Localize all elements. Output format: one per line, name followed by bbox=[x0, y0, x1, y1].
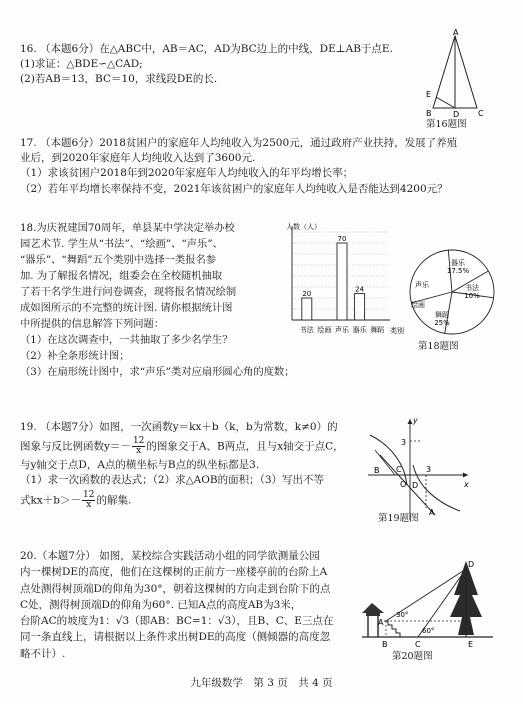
q19-line-3: 与y轴交于点D，A点的横坐标与B点的纵坐标都是3. bbox=[20, 459, 260, 472]
svg-text:A: A bbox=[429, 508, 435, 517]
svg-text:x: x bbox=[464, 480, 469, 489]
q20-line-4: C处，测得树顶端D的仰角为60°. 已知A点的高度AB为3米， bbox=[20, 598, 302, 611]
svg-text:E: E bbox=[468, 640, 474, 649]
q20-line-1: 20.（本题7分） 如图，某校综合实践活动小组的同学欲测量公园 bbox=[20, 550, 320, 562]
svg-text:30°: 30° bbox=[396, 611, 409, 619]
svg-text:60°: 60° bbox=[422, 627, 435, 635]
q18-line-9: （2）补全条形统计图； bbox=[20, 349, 130, 362]
label-b: B bbox=[426, 109, 432, 118]
label-d: D bbox=[453, 110, 460, 119]
fig16-caption: 第16题图 bbox=[426, 119, 467, 130]
x-tick-label: 绘画 bbox=[317, 326, 332, 334]
label-c: C bbox=[478, 109, 484, 118]
question-18 bbox=[20, 221, 295, 381]
figure-19 bbox=[360, 415, 475, 525]
svg-text:D: D bbox=[468, 560, 475, 569]
q16-line-1: 16. （本题6分）在△ABC中，AB＝AC，AD为BC边上的中线，DE⊥AB于点E. bbox=[20, 43, 393, 55]
question-16 bbox=[20, 42, 420, 88]
pie-label-0: 器乐 bbox=[451, 259, 465, 267]
question-20 bbox=[20, 548, 365, 662]
question-19 bbox=[20, 420, 370, 510]
y-axis-label: 人数（人） bbox=[286, 223, 321, 231]
q17-line-4: （2）若年平均增长率保持不变，2021年该贫困户的家庭年人均纯收入是否能达到4200元？ bbox=[20, 182, 448, 195]
figure-16 bbox=[415, 30, 495, 118]
q19-line-1: 19. （本题7分）如图，一次函数y＝kx＋b（k，b为常数，k≠0）的 bbox=[20, 421, 338, 433]
x-tick-label: 器乐 bbox=[352, 326, 367, 334]
fig20-caption: 第20题图 bbox=[392, 651, 433, 662]
x-tick-label: 声乐 bbox=[335, 326, 349, 334]
bar-3 bbox=[355, 294, 365, 320]
q19-line-4: （1）求一次函数的表达式；（2）求△AOB的面积；（3）写出不等 bbox=[20, 474, 325, 487]
q19-line-5: 式kx＋b＞－ $\frac{12}{x}$ 的解集. bbox=[20, 489, 132, 510]
svg-text:A: A bbox=[378, 618, 384, 627]
q20-line-2: 内一棵树DE的高度，他们在这棵树的正前方一座楼亭前的台阶上A bbox=[20, 566, 328, 579]
q18-line-6: 成如图所示的不完整的统计图. 请你根据统计图 bbox=[20, 301, 233, 314]
svg-text:B: B bbox=[374, 466, 380, 475]
q18-line-4: 加. 为了解报名情况，组委会在全校随机抽取 bbox=[20, 269, 223, 282]
svg-text:B: B bbox=[382, 640, 388, 649]
q18-line-8: （1）在这次调查中，一共抽取了多少名学生？ bbox=[20, 333, 233, 346]
fraction-12-over-x: $\frac{12}{x}$ bbox=[132, 436, 145, 457]
q20-line-6: 同一条直线上，请根据以上条件求出树DE的高度（侧倾器的高度忽 bbox=[20, 631, 331, 644]
x-tick-label: 书法 bbox=[299, 326, 314, 334]
pie-percent-3: 25% bbox=[434, 319, 450, 327]
q18-line-2: 园艺术节. 学生从“书法”、“绘画”、“声乐”、 bbox=[20, 237, 223, 250]
svg-text:y: y bbox=[413, 416, 418, 425]
pie-chart bbox=[400, 245, 505, 340]
q16-line-3: (2)若AB＝13，BC＝10，求线段DE的长. bbox=[20, 73, 218, 86]
svg-text:D: D bbox=[412, 481, 419, 490]
bar-value-label: 24 bbox=[355, 285, 365, 294]
page-footer: 九年级数学 第 3 页 共 4 页 bbox=[190, 677, 333, 689]
x-axis-label: 类别 bbox=[390, 327, 404, 335]
svg-text:C: C bbox=[396, 465, 402, 474]
q20-line-7: 略不计）. bbox=[20, 647, 66, 660]
q17-line-3: （1）求该贫困户2018年到2020年家庭年人均纯收入的年平均增长率； bbox=[20, 167, 354, 180]
q18-line-3: “器乐”、“舞蹈”五个类别中选择一类报名参 bbox=[20, 253, 217, 266]
bar-value-label: 20 bbox=[302, 290, 312, 298]
svg-text:O: O bbox=[400, 480, 407, 489]
pie-label-1: 书法 bbox=[465, 284, 479, 292]
q20-line-3: 点处测得树顶端D的仰角为30°，朝着这棵树的方向走到台阶下的点 bbox=[20, 582, 331, 595]
bar-2 bbox=[337, 243, 347, 320]
pie-label-4: 绘画 bbox=[411, 301, 425, 309]
question-17 bbox=[20, 136, 510, 197]
pie-percent-0: 17.5% bbox=[446, 267, 470, 275]
pie-percent-1: 10% bbox=[464, 292, 480, 300]
label-e: E bbox=[426, 90, 432, 99]
q18-line-7: 中所提供的信息解答下列问题： bbox=[20, 317, 165, 330]
label-a: A bbox=[453, 28, 459, 37]
q20-line-5: 台阶AC的坡度为1：√3（即AB：BC=1：√3），且B、C、E三点在 bbox=[20, 615, 334, 628]
fig18-caption: 第18题图 bbox=[418, 341, 459, 352]
q19-line-2: 图象与反比例函数y＝－ $\frac{12}{x}$ 的图象交于A、B两点，且与x轴交于点C， bbox=[20, 436, 344, 457]
svg-text:C: C bbox=[415, 640, 421, 649]
pie-label-3: 舞蹈 bbox=[435, 311, 449, 319]
figure-20 bbox=[358, 555, 498, 650]
q18-line-5: 了若干名学生进行问卷调查，现将报名情况绘制 bbox=[20, 285, 237, 298]
bar-value-label: 70 bbox=[337, 235, 347, 243]
svg-text:3: 3 bbox=[426, 465, 432, 474]
svg-text:3: 3 bbox=[401, 438, 407, 447]
q17-line-2: 业后，到2020年家庭年人均纯收入达到了3600元. bbox=[20, 152, 256, 165]
bar-0 bbox=[302, 298, 312, 320]
bar-chart bbox=[276, 220, 404, 345]
q18-line-10: （3）在扇形统计图中，求“声乐”类对应扇形圆心角的度数； bbox=[20, 365, 295, 378]
q16-line-2: (1)求证：△BDE∽△CAD; bbox=[20, 58, 143, 71]
q18-line-1: 18.为庆祝建国70周年，单县某中学决定举办校 bbox=[20, 222, 235, 234]
q17-line-1: 17. （本题6分）2018贫困户的家庭年人均纯收入为2500元，通过政府产业扶持，发展了养殖 bbox=[20, 137, 458, 149]
x-tick-label: 舞蹈 bbox=[370, 326, 385, 334]
pie-label-2: 声乐 bbox=[415, 281, 429, 289]
fig19-caption: 第19题图 bbox=[378, 513, 419, 524]
